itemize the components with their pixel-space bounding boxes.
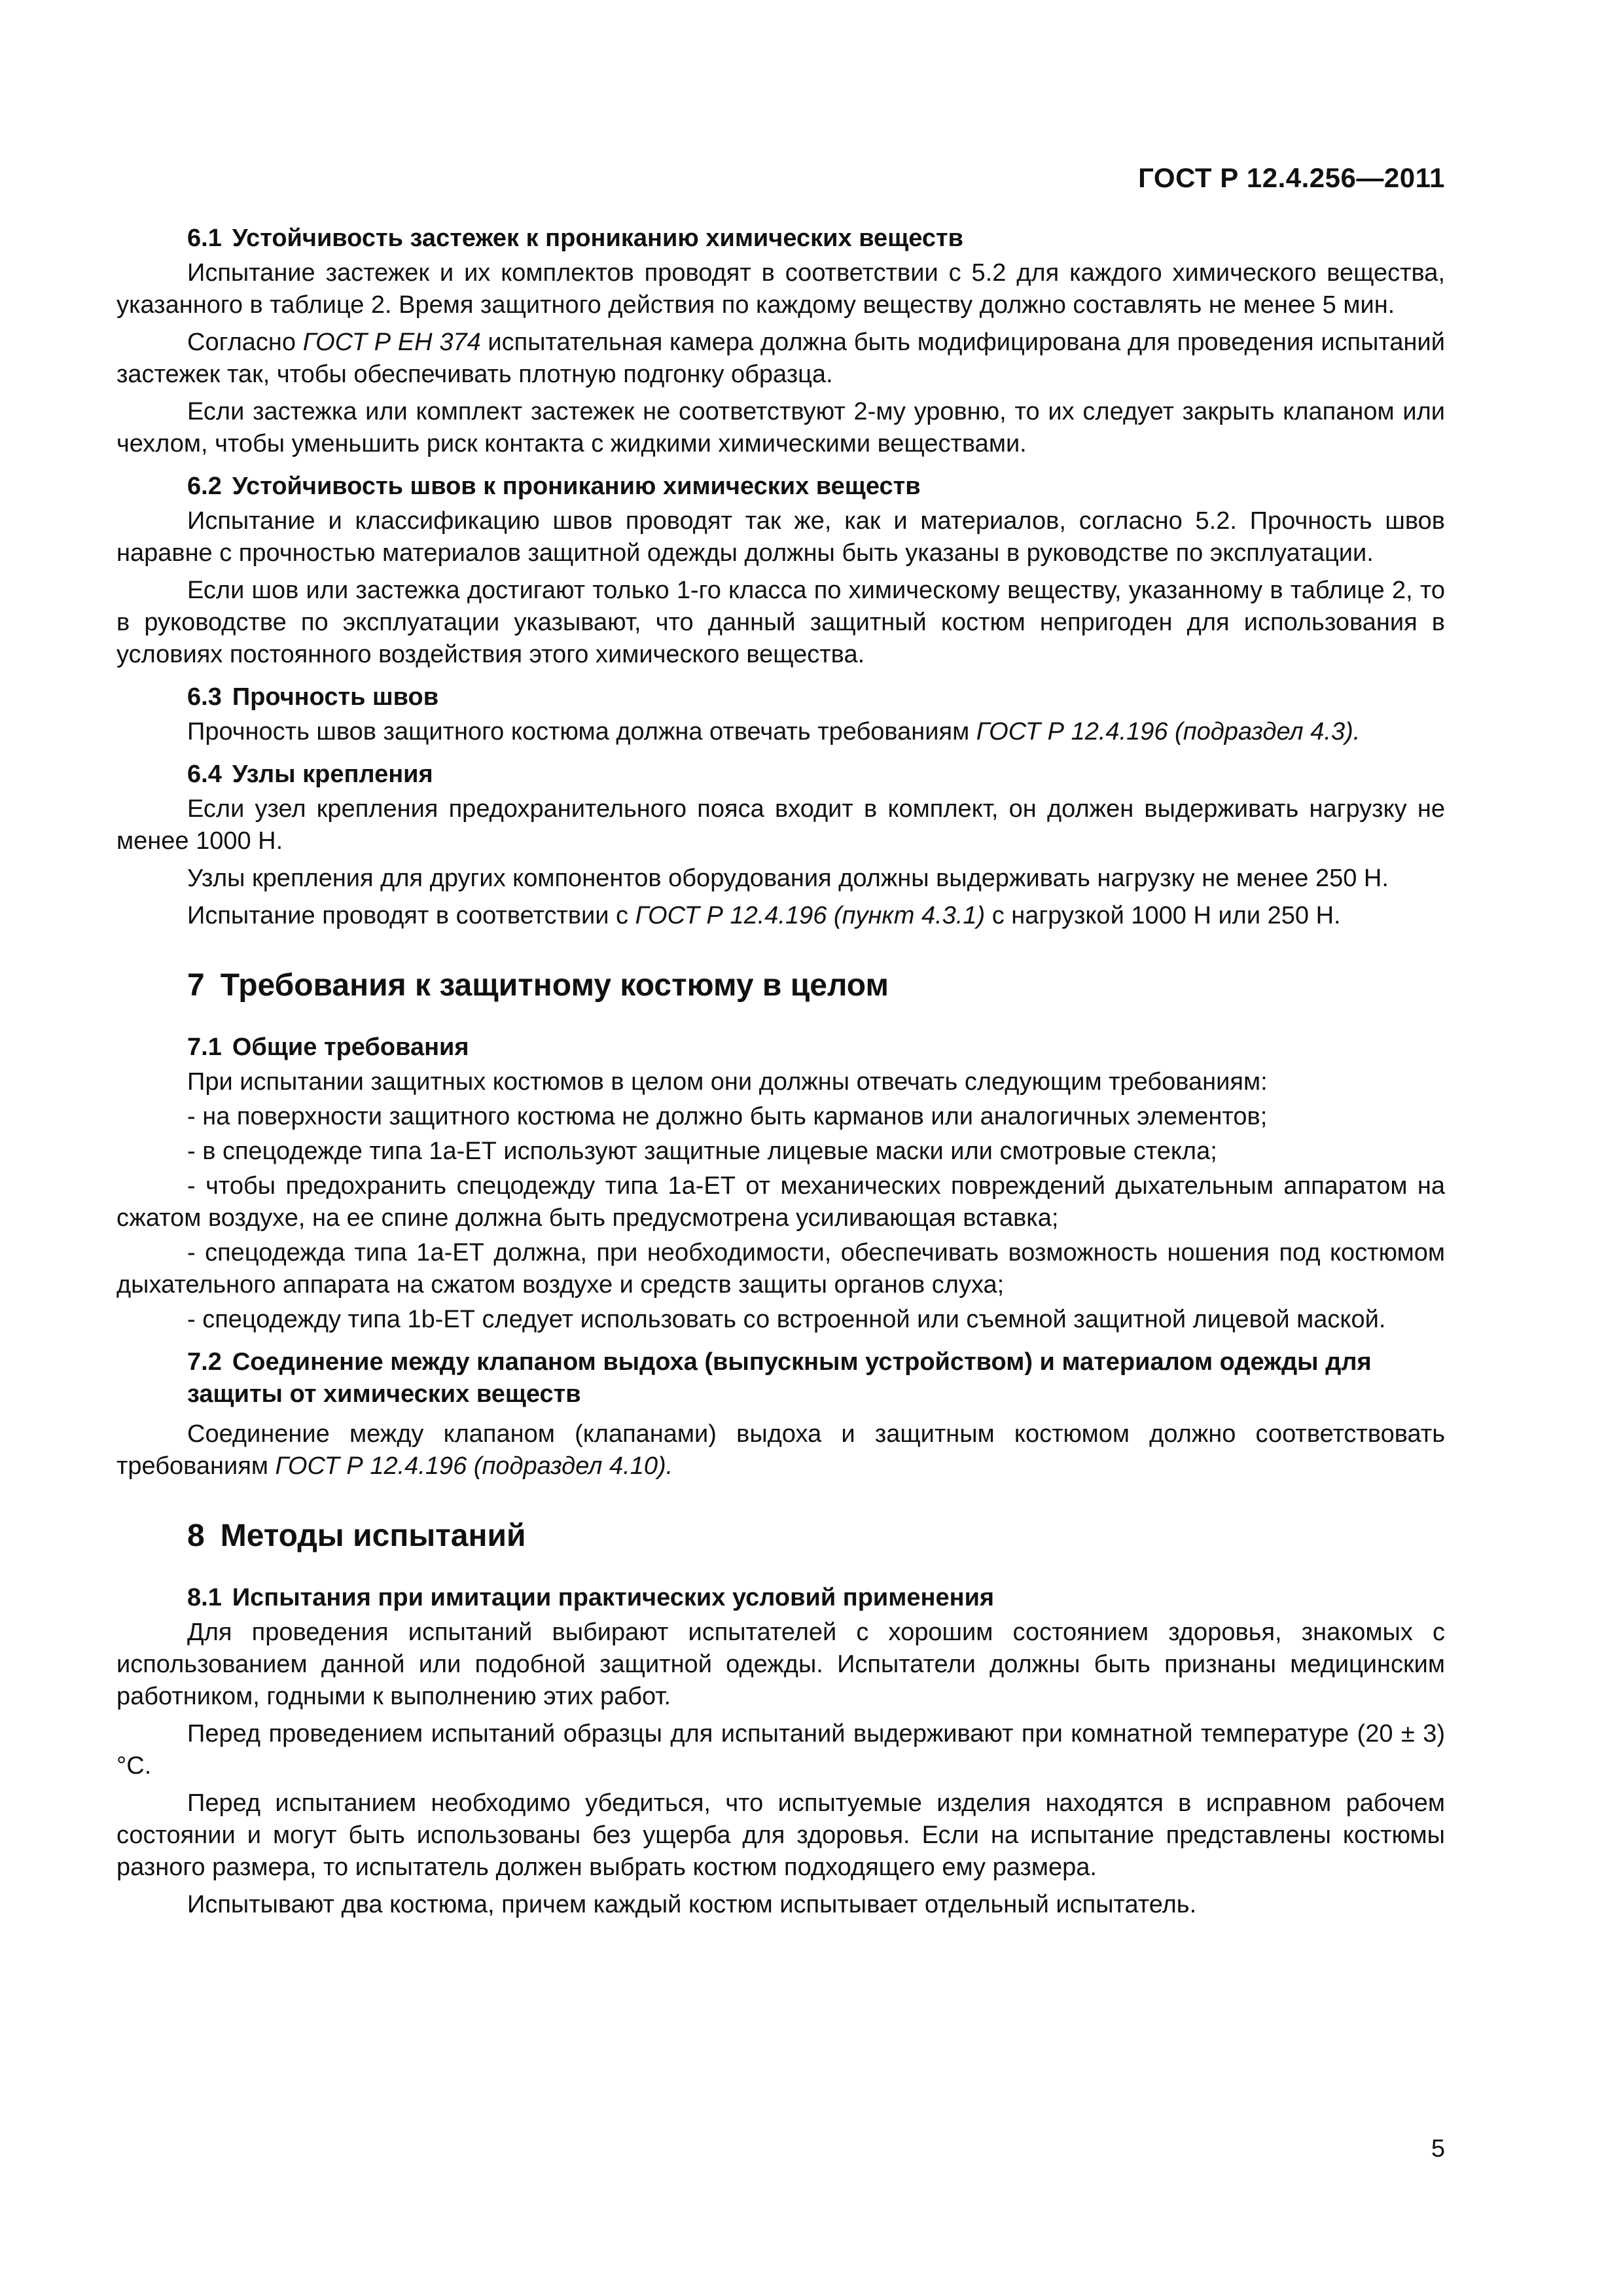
section-number: 7.2 <box>187 1348 222 1376</box>
paragraph: Перед проведением испытаний образцы для испытаний выдерживают при комнатной температуре (20 ± 3) °С. <box>116 1720 1445 1780</box>
section-7-1 <box>116 1031 1445 1336</box>
section-heading <box>116 1346 1445 1410</box>
section-heading <box>116 471 1445 503</box>
chapter-title: Методы испытаний <box>220 1518 526 1553</box>
paragraph: Если узел крепления предохранительного пояса входит в комплект, он должен выдерживать нагрузку не менее 1000 Н. <box>116 795 1445 855</box>
chapter-heading-8 <box>116 1516 1445 1556</box>
section-6-1 <box>116 223 1445 460</box>
section-6-2 <box>116 471 1445 671</box>
section-heading <box>116 223 1445 255</box>
section-heading <box>116 1582 1445 1614</box>
section-number: 6.1 <box>187 224 222 252</box>
text-run: испытательная камера должна быть модифицирована для проведения испытаний застежек так, чтобы обеспечивать плотную подгонку образца. <box>116 329 1445 388</box>
list-item: - чтобы предохранить спецодежду типа 1а-ЕТ от механических повреждений дыхательным аппаратом на сжатом воздухе, на ее спине должна быть предусмотрена усиливающая вставка; <box>116 1172 1445 1232</box>
section-number: 6.3 <box>187 683 222 711</box>
list-item: - спецодежда типа 1а-ЕТ должна, при необходимости, обеспечивать возможность ношения под костюмом дыхательного аппарата на сжатом воздухе и средств защиты органов слуха; <box>116 1239 1445 1299</box>
paragraph: Перед испытанием необходимо убедиться, что испытуемые изделия находятся в исправном рабочем состоянии и могут быть использованы без ущерба для здоровья. Если на испытание представлены костюмы разного размера, то испытатель должен выбрать костюм подходящего ему размера. <box>116 1789 1445 1881</box>
paragraph <box>116 1418 1445 1482</box>
chapter-number: 7 <box>187 968 205 1003</box>
paragraph: Испытывают два костюма, причем каждый костюм испытывает отдельный испытатель. <box>187 1891 1197 1918</box>
section-heading <box>116 1031 1445 1064</box>
paragraph <box>116 900 1445 932</box>
section-title: Узлы крепления <box>232 761 433 788</box>
standard-reference: ГОСТ Р ЕН 374 <box>302 329 481 356</box>
section-number: 6.2 <box>187 473 222 500</box>
section-7-2 <box>116 1346 1445 1482</box>
chapter-heading-7 <box>116 966 1445 1005</box>
list-item: - спецодежду типа 1b-ЕТ следует использовать со встроенной или съемной защитной лицевой маской. <box>187 1306 1386 1333</box>
section-number: 8.1 <box>187 1584 222 1611</box>
text-run: Прочность швов защитного костюма должна отвечать требованиям <box>187 718 976 745</box>
section-6-4 <box>116 759 1445 932</box>
document-header: ГОСТ Р 12.4.256—2011 <box>1138 162 1445 193</box>
paragraph <box>116 716 1445 748</box>
section-title: Общие требования <box>232 1033 469 1061</box>
paragraph <box>116 327 1445 391</box>
document-body <box>116 223 1445 1931</box>
list-item: - в спецодежде типа 1а-ЕТ используют защитные лицевые маски или смотровые стекла; <box>187 1138 1217 1165</box>
section-8-1 <box>116 1582 1445 1921</box>
list-item: - на поверхности защитного костюма не должно быть карманов или аналогичных элементов; <box>187 1103 1268 1130</box>
section-title: Испытания при имитации практических условий применения <box>232 1584 995 1611</box>
chapter-number: 8 <box>187 1518 205 1553</box>
standard-reference: ГОСТ Р 12.4.196 (пункт 4.3.1) <box>635 902 986 929</box>
page-number: 5 <box>1431 2135 1445 2162</box>
text-run: Соединение между клапаном (клапанами) выдоха и защитным костюмом должно соответствовать требованиям <box>116 1420 1445 1480</box>
section-number: 7.1 <box>187 1033 222 1061</box>
section-heading <box>116 681 1445 713</box>
section-title: Соединение между клапаном выдоха (выпускным устройством) и материалом одежды для защиты от химических веществ <box>187 1348 1372 1408</box>
paragraph: Если шов или застежка достигают только 1-го класса по химическому веществу, указанному в таблице 2, то в руководстве по эксплуатации указывают, что данный защитный костюм непригоден для использования в условиях постоянного воздействия этого химического вещества. <box>116 577 1445 668</box>
text-run: Согласно <box>187 329 303 356</box>
text-run: Испытание проводят в соответствии с <box>187 902 635 929</box>
chapter-title: Требования к защитному костюму в целом <box>220 968 889 1003</box>
section-number: 6.4 <box>187 761 222 788</box>
paragraph: При испытании защитных костюмов в целом они должны отвечать следующим требованиям: <box>187 1068 1268 1096</box>
standard-reference: ГОСТ Р 12.4.196 (подраздел 4.3). <box>976 718 1361 745</box>
section-title: Устойчивость швов к прониканию химических веществ <box>232 473 921 500</box>
section-title: Устойчивость застежек к прониканию химических веществ <box>232 224 963 252</box>
paragraph: Испытание застежек и их комплектов проводят в соответствии с 5.2 для каждого химического вещества, указанного в таблице 2. Время защитного действия по каждому веществу должно составлять не менее 5 мин. <box>116 259 1445 319</box>
paragraph: Для проведения испытаний выбирают испытателей с хорошим состоянием здоровья, знакомых с использованием данной или подобной защитной одежды. Испытатели должны быть признаны медицинским работником, годными к выполнению этих работ. <box>116 1619 1445 1710</box>
section-title: Прочность швов <box>232 683 439 711</box>
standard-reference: ГОСТ Р 12.4.196 (подраздел 4.10). <box>275 1452 673 1480</box>
section-6-3 <box>116 681 1445 748</box>
text-run: с нагрузкой 1000 Н или 250 Н. <box>985 902 1341 929</box>
paragraph: Узлы крепления для других компонентов оборудования должны выдерживать нагрузку не менее 250 Н. <box>187 865 1389 892</box>
paragraph: Испытание и классификацию швов проводят так же, как и материалов, согласно 5.2. Прочность швов наравне с прочностью материалов защитной одежды должны быть указаны в руководстве по эксплуатации. <box>116 507 1445 567</box>
paragraph: Если застежка или комплект застежек не соответствуют 2-му уровню, то их следует закрыть клапаном или чехлом, чтобы уменьшить риск контакта с жидкими химическими веществами. <box>116 398 1445 457</box>
section-heading <box>116 759 1445 791</box>
